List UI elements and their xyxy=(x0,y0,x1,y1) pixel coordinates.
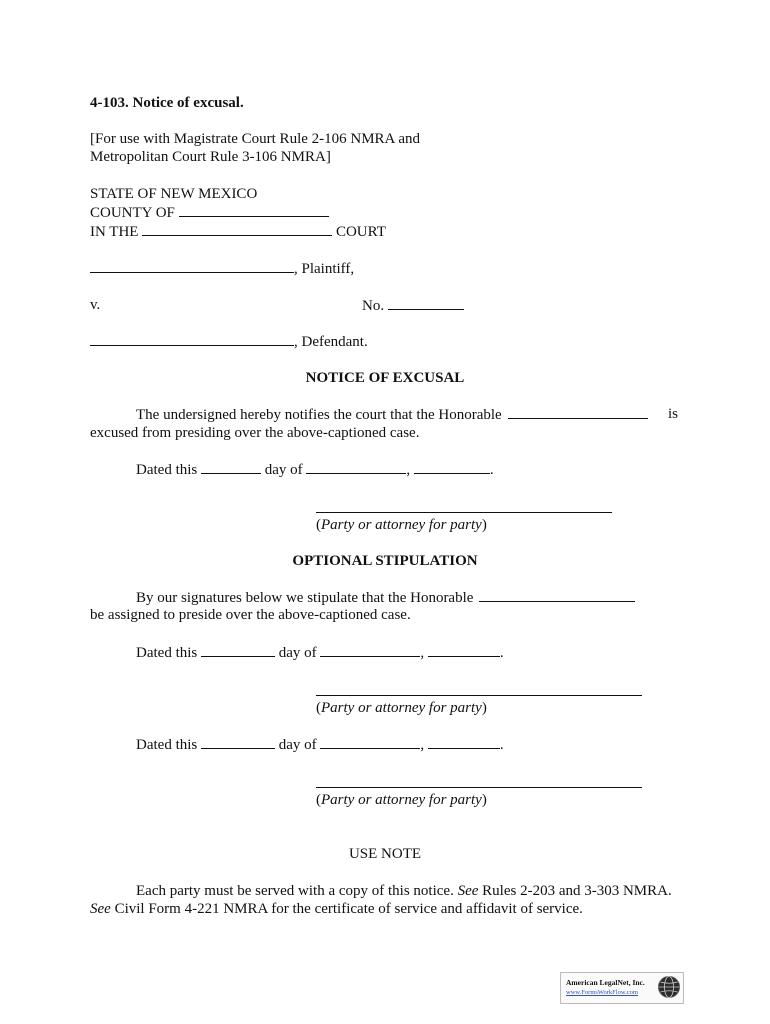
use-note-title: USE NOTE xyxy=(348,846,422,862)
state-label: STATE OF NEW MEXICO xyxy=(90,186,258,202)
stipulation-sig-label-1: Party or attorney for party xyxy=(321,700,482,716)
publisher-website-link[interactable]: www.FormsWorkFlow.com xyxy=(566,989,638,996)
notice-year-field[interactable] xyxy=(414,460,490,474)
stipulation-comma-1: , xyxy=(420,645,425,661)
usage-note-line-2: Metropolitan Court Rule 3-106 NMRA] xyxy=(90,149,331,165)
notice-body-text: The undersigned hereby notifies the court that the Honorable xyxy=(136,407,502,423)
stipulation-comma-2: , xyxy=(420,737,425,753)
use-note-line-1-see: See xyxy=(457,883,479,899)
use-note-line-2-text: Civil Form 4-221 NMRA for the certificate of service and affidavit of service. xyxy=(110,901,583,917)
notice-signature-line[interactable] xyxy=(316,512,612,513)
stipulation-signature-line-2[interactable] xyxy=(316,787,642,788)
use-note-line-1-text: Each party must be served with a copy of this notice. xyxy=(136,883,458,899)
stipulation-sig-paren-open-1: ( xyxy=(316,700,321,716)
stipulation-day-field-1[interactable] xyxy=(201,643,275,657)
notice-dated-row xyxy=(136,460,494,479)
notice-sig-label: Party or attorney for party xyxy=(321,517,482,533)
court-row xyxy=(90,222,386,241)
notice-sig-paren-open: ( xyxy=(316,517,321,533)
county-row xyxy=(90,203,329,222)
stipulation-year-field-2[interactable] xyxy=(428,735,500,749)
stipulation-sig-label-2: Party or attorney for party xyxy=(321,792,482,808)
stipulation-month-field-1[interactable] xyxy=(320,643,420,657)
stipulation-period-2: . xyxy=(499,737,504,753)
stipulation-period-1: . xyxy=(499,645,504,661)
notice-month-field[interactable] xyxy=(306,460,406,474)
plaintiff-field[interactable] xyxy=(90,259,294,273)
notice-day-field[interactable] xyxy=(201,460,261,474)
versus-label: v. xyxy=(90,297,101,313)
stipulation-body-line-2: be assigned to preside over the above-captioned case. xyxy=(90,607,411,623)
stipulation-body-text: By our signatures below we stipulate that the Honorable xyxy=(136,590,474,606)
case-number-label: No. xyxy=(362,298,385,314)
notice-judge-field[interactable] xyxy=(508,405,648,419)
notice-body-is: is xyxy=(668,406,679,422)
publisher-logo xyxy=(560,972,684,1004)
stipulation-dated-row-1 xyxy=(136,643,504,662)
stipulation-signature-line-1[interactable] xyxy=(316,695,642,696)
plaintiff-label: , Plaintiff, xyxy=(294,261,355,277)
stipulation-dated-label-2: Dated this xyxy=(136,737,198,753)
notice-body-line-1 xyxy=(136,405,648,424)
notice-period: . xyxy=(489,462,494,478)
use-note-line-2-see: See xyxy=(90,901,111,917)
stipulation-body-line-1 xyxy=(136,588,635,607)
notice-sig-paren-close: ) xyxy=(481,517,487,533)
usage-note-line-1: [For use with Magistrate Court Rule 2-106 NMRA and xyxy=(90,131,420,147)
notice-day-of-label: day of xyxy=(264,462,303,478)
form-heading: 4-103. Notice of excusal. xyxy=(90,95,244,111)
defendant-label: , Defendant. xyxy=(294,334,368,350)
court-name-field[interactable] xyxy=(142,222,332,236)
county-field[interactable] xyxy=(179,203,329,217)
stipulation-day-of-label-1: day of xyxy=(278,645,317,661)
defendant-field[interactable] xyxy=(90,332,294,346)
stipulation-dated-row-2 xyxy=(136,735,504,754)
stipulation-year-field-1[interactable] xyxy=(428,643,500,657)
use-note-line-1-rules: Rules 2-203 and 3-303 NMRA. xyxy=(478,883,672,899)
notice-title: NOTICE OF EXCUSAL xyxy=(305,370,465,386)
case-number-row xyxy=(362,296,464,315)
stipulation-signature-caption-1 xyxy=(316,699,487,717)
use-note-line-2 xyxy=(90,900,583,918)
stipulation-day-field-2[interactable] xyxy=(201,735,275,749)
stipulation-day-of-label-2: day of xyxy=(278,737,317,753)
use-note-line-1 xyxy=(136,882,672,900)
stipulation-month-field-2[interactable] xyxy=(320,735,420,749)
defendant-row xyxy=(90,332,368,351)
court-suffix: COURT xyxy=(335,224,386,240)
notice-comma: , xyxy=(406,462,411,478)
notice-dated-label: Dated this xyxy=(136,462,198,478)
court-prefix: IN THE xyxy=(90,224,139,240)
globe-icon xyxy=(657,975,681,999)
stipulation-signature-caption-2 xyxy=(316,791,487,809)
stipulation-sig-paren-open-2: ( xyxy=(316,792,321,808)
notice-signature-caption xyxy=(316,516,487,534)
case-number-field[interactable] xyxy=(388,296,464,310)
plaintiff-row xyxy=(90,259,354,278)
notice-body-line-2: excused from presiding over the above-captioned case. xyxy=(90,425,420,441)
county-label: COUNTY OF xyxy=(90,205,175,221)
stipulation-sig-paren-close-2: ) xyxy=(481,792,487,808)
publisher-company: American LegalNet, Inc. xyxy=(566,978,645,987)
stipulation-title: OPTIONAL STIPULATION xyxy=(292,553,478,569)
stipulation-sig-paren-close-1: ) xyxy=(481,700,487,716)
stipulation-dated-label-1: Dated this xyxy=(136,645,198,661)
stipulation-judge-field[interactable] xyxy=(479,588,635,602)
